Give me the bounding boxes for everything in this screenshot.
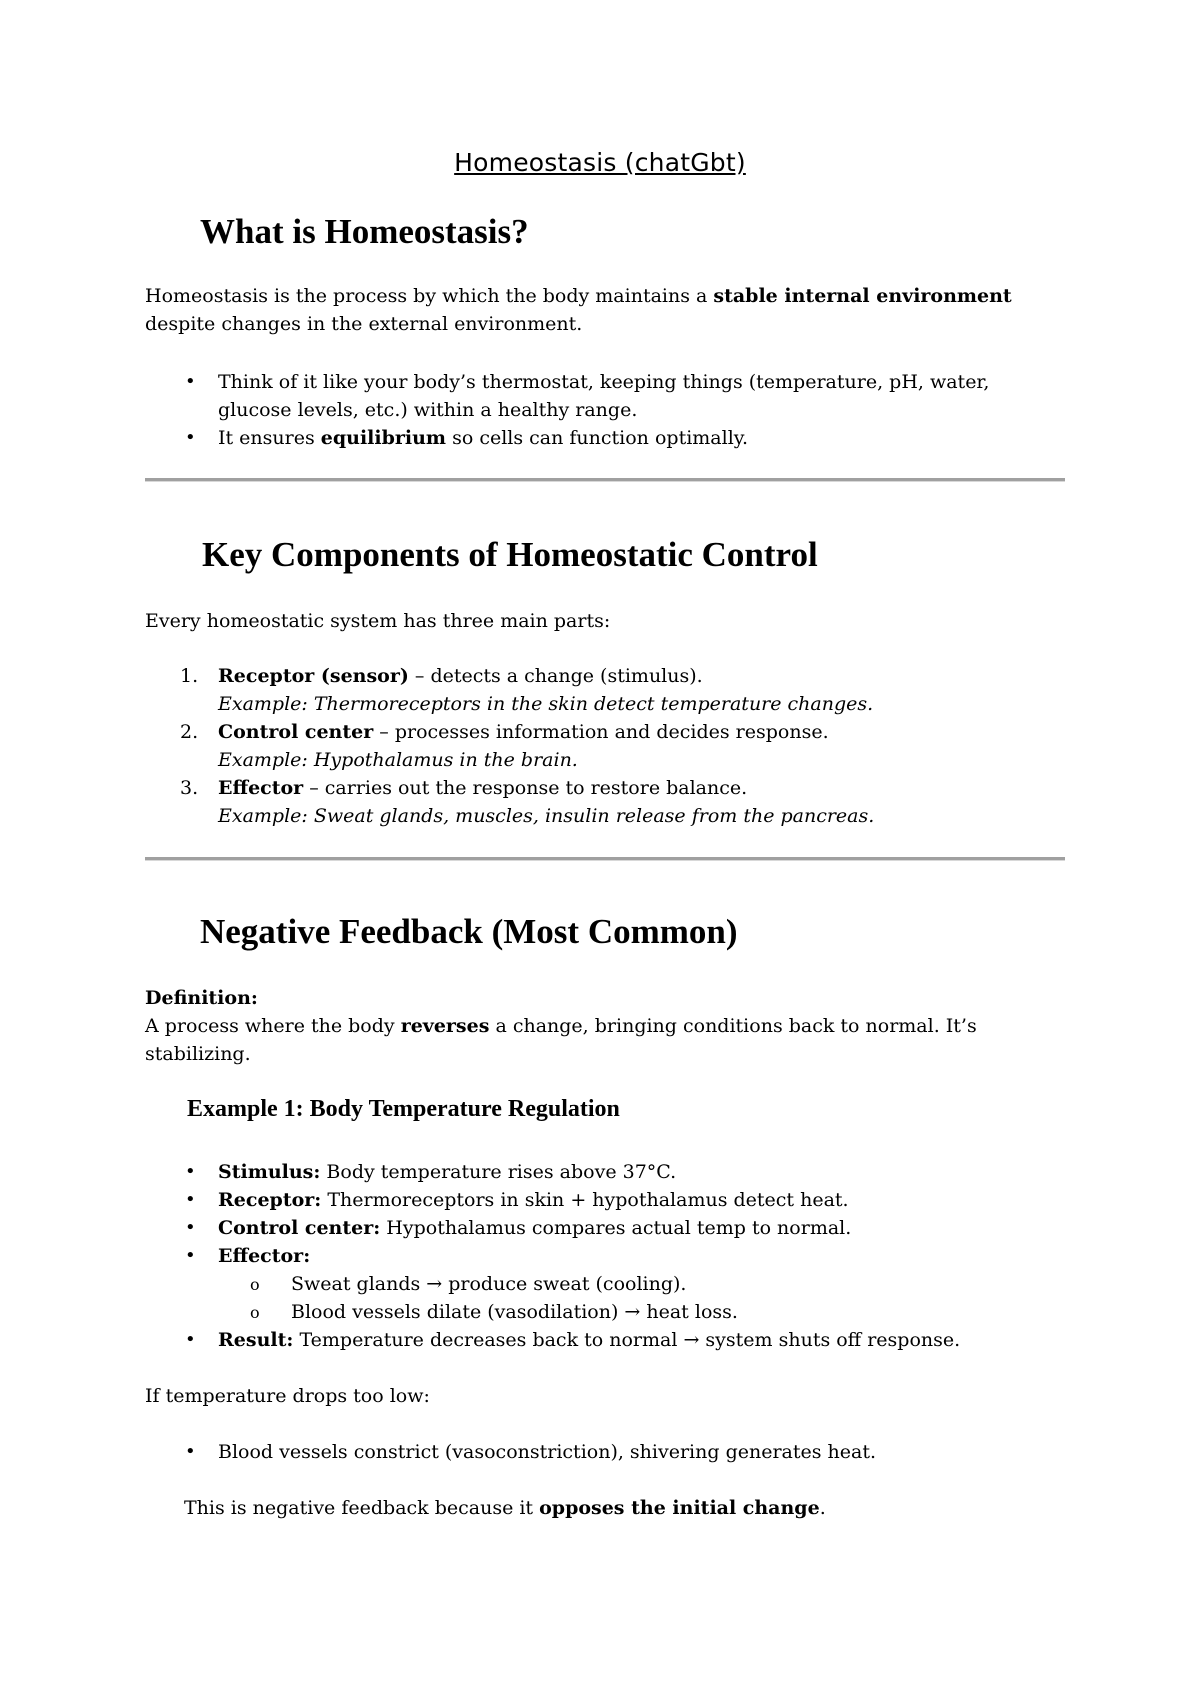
component-receptor: Receptor (sensor) – detects a change (stimulus). bbox=[218, 665, 703, 687]
definition-label: Definition: bbox=[145, 987, 258, 1009]
components-intro: Every homeostatic system has three main parts: bbox=[145, 610, 611, 632]
definition-line2: stabilizing. bbox=[145, 1043, 251, 1065]
bullet-icon: • bbox=[185, 1441, 196, 1462]
sub-bullet-blood-vessels: Blood vessels dilate (vasodilation) → heat loss. bbox=[291, 1301, 738, 1323]
list-number: 1. bbox=[180, 665, 199, 687]
heading-key-components: Key Components of Homeostatic Control bbox=[202, 535, 818, 574]
bullet-icon: • bbox=[185, 1245, 196, 1266]
bullet-thermostat-line2: glucose levels, etc.) within a healthy range. bbox=[218, 399, 638, 421]
bullet-icon: • bbox=[185, 1329, 196, 1350]
bullet-icon: • bbox=[185, 427, 196, 448]
bullet-icon: • bbox=[185, 1217, 196, 1238]
component-effector: Effector – carries out the response to restore balance. bbox=[218, 777, 748, 799]
bullet-stimulus: Stimulus: Body temperature rises above 37°C. bbox=[218, 1161, 677, 1183]
closing-sentence: This is negative feedback because it opposes the initial change. bbox=[184, 1497, 826, 1519]
temperature-drop-intro: If temperature drops too low: bbox=[145, 1385, 430, 1407]
intro-paragraph-line1: Homeostasis is the process by which the body maintains a stable internal environment bbox=[145, 285, 1012, 307]
list-number: 2. bbox=[180, 721, 199, 743]
bullet-equilibrium: It ensures equilibrium so cells can function optimally. bbox=[218, 427, 749, 449]
bullet-control-center: Control center: Hypothalamus compares actual temp to normal. bbox=[218, 1217, 852, 1239]
component-control-center: Control center – processes information and decides response. bbox=[218, 721, 829, 743]
horizontal-divider bbox=[145, 478, 1065, 482]
sub-bullet-icon: o bbox=[250, 1303, 260, 1322]
bullet-effector: Effector: bbox=[218, 1245, 311, 1267]
bullet-result: Result: Temperature decreases back to normal → system shuts off response. bbox=[218, 1329, 961, 1351]
bullet-icon: • bbox=[185, 371, 196, 392]
component-control-center-example: Example: Hypothalamus in the brain. bbox=[218, 749, 578, 771]
bullet-icon: • bbox=[185, 1161, 196, 1182]
bullet-icon: • bbox=[185, 1189, 196, 1210]
example-heading: Example 1: Body Temperature Regulation bbox=[187, 1096, 620, 1122]
component-receptor-example: Example: Thermoreceptors in the skin detect temperature changes. bbox=[218, 693, 874, 715]
sub-bullet-icon: o bbox=[250, 1275, 260, 1294]
bullet-thermostat-line1: Think of it like your body’s thermostat, keeping things (temperature, pH, water, bbox=[218, 371, 990, 393]
bullet-vasoconstriction: Blood vessels constrict (vasoconstriction), shivering generates heat. bbox=[218, 1441, 877, 1463]
sub-bullet-sweat-glands: Sweat glands → produce sweat (cooling). bbox=[291, 1273, 687, 1295]
heading-negative-feedback: Negative Feedback (Most Common) bbox=[200, 912, 738, 951]
heading-what-is-homeostasis: What is Homeostasis? bbox=[200, 212, 529, 251]
horizontal-divider bbox=[145, 857, 1065, 861]
document-title: Homeostasis (chatGbt) bbox=[454, 148, 746, 177]
intro-paragraph-line2: despite changes in the external environment. bbox=[145, 313, 583, 335]
bullet-receptor: Receptor: Thermoreceptors in skin + hypothalamus detect heat. bbox=[218, 1189, 849, 1211]
definition-line1: A process where the body reverses a change, bringing conditions back to normal. It’s bbox=[145, 1015, 977, 1037]
list-number: 3. bbox=[180, 777, 199, 799]
component-effector-example: Example: Sweat glands, muscles, insulin release from the pancreas. bbox=[218, 805, 875, 827]
